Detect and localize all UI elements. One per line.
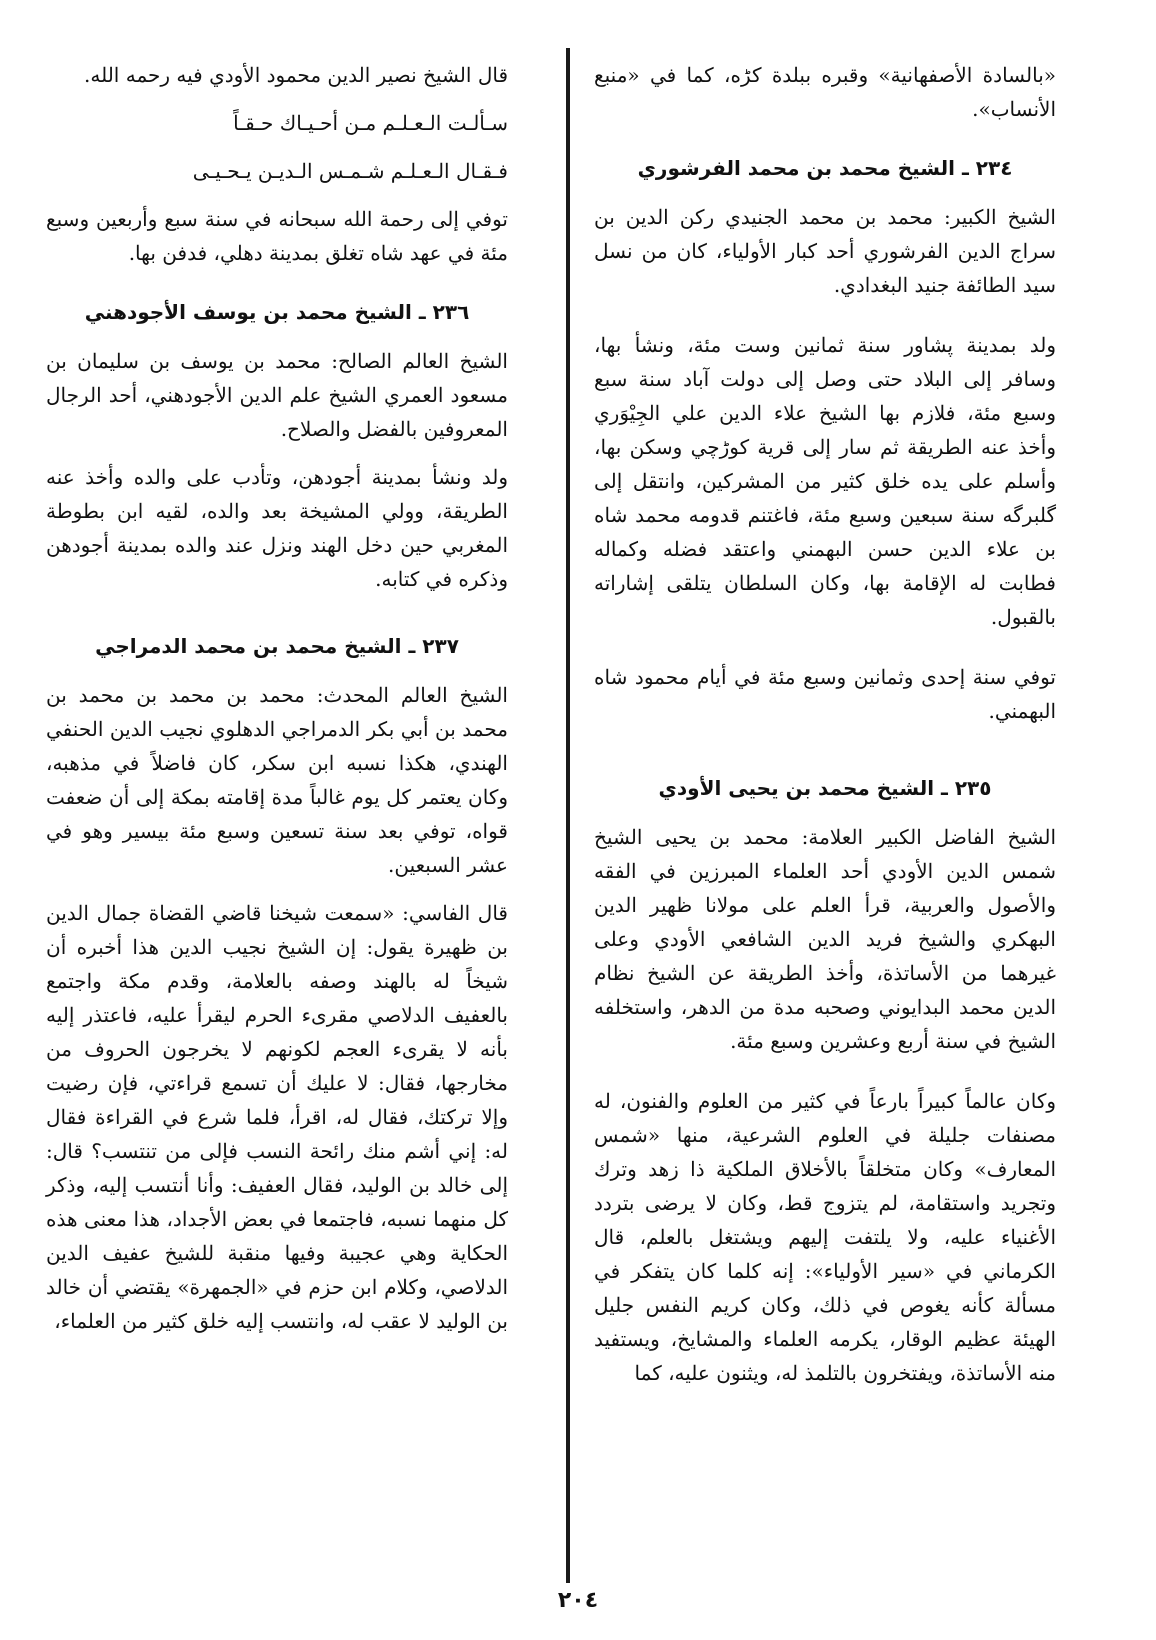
entry-235-paragraph-2: وكان عالماً كبيراً بارعاً في كثير من العلوم والفنون، له مصنفات جليلة في العلوم الشرعية، منها «شمس المعارف» وكان متخلقاً بالأخلاق الملكية ذا زهد وترك وتجريد واستقامة، لم يتزوج قط، وكان لا يرضى بتردد الأغنياء عليه، ولا يلتفت إليهم ويشتغل بالعلم، قال الكرماني في «سير الأولياء»: إنه كلما كان يتفكر في مسألة كأنه يغوص في ذلك، وكان كريم النفس جليل الهيئة عظيم الوقار، يكرمه العلماء والمشايخ، ويستفيد منه الأساتذة، ويفتخرون بالتلمذ له، ويثنون عليه، كما: [594, 1089, 1056, 1385]
poem-verse-1: سـألـت الـعـلـم مـن أحـيـاك حـقـاً: [233, 111, 508, 135]
page-number: ٢٠٤: [557, 1588, 599, 1613]
entry-236-paragraph-1: الشيخ العالم الصالح: محمد بن يوسف بن سليمان بن مسعود العمري الشيخ علم الدين الأجودهني، أحد الرجال المعروفين بالفضل والصلاح.: [46, 349, 508, 441]
poem-verse-2: فـقـال الـعـلـم شـمـس الـديـن يـحـيـى: [192, 159, 508, 183]
entry-235-paragraph-1: الشيخ الفاضل الكبير العلامة: محمد بن يحيى الشيخ شمس الدين الأودي أحد العلماء المبرزين في الفقه والأصول والعربية، قرأ العلم على مولانا ظهير الدين البهكري والشيخ فريد الدين الشافعي الأودي وعلى غيرهما من الأساتذة، وأخذ الطريقة عن الشيخ نظام الدين محمد البدايوني وصحبه مدة من الدهر، واستخلفه الشيخ في سنة أربع وعشرين وسبع مئة.: [594, 825, 1056, 1053]
left-column: [46, 58, 508, 1352]
entry-234-paragraph-2: ولد بمدينة پشاور سنة ثمانين وست مئة، ونشأ بها، وسافر إلى البلاد حتى وصل إلى دولت آباد سنة سبع وسبع مئة، فلازم بها الشيخ علاء الدين علي الجِيْوَري وأخذ عنه الطريقة ثم سار إلى قرية كوڑچي وسكن بها، وأسلم على يده خلق كثير من المشركين، وانتقل إلى گلبرگه سنة سبعين وسبع مئة، فاغتنم قدومه محمد شاه بن علاء الدين حسن البهمني واعتقد فضله وكماله فطابت له الإقامة بها، وكان السلطان يتلقى إشاراته بالقبول.: [594, 333, 1056, 629]
entry-234-paragraph-1: الشيخ الكبير: محمد بن محمد الجنيدي ركن الدين بن سراج الدين الفرشوري أحد كبار الأولياء، كان من نسل سيد الطائفة جنيد البغدادي.: [594, 205, 1056, 297]
right-column: [594, 58, 1056, 1404]
entry-235-heading: ٢٣٥ ـ الشيخ محمد بن يحيى الأودي: [658, 776, 992, 800]
entry-237-paragraph-1: الشيخ العالم المحدث: محمد بن محمد بن محمد بن محمد بن أبي بكر الدمراجي الدهلوي نجيب الدين الحنفي الهندي، هكذا نسبه ابن سكر، كان فاضلاً في مذهبه، وكان يعتمر كل يوم غالباً مدة إقامته بمكة إلى أن ضعفت قواه، توفي بعد سنة تسعين وسبع مئة بيسير وهو في عشر السبعين.: [46, 683, 508, 877]
entry-234-paragraph-3: توفي سنة إحدى وثمانين وسبع مئة في أيام محمود شاه البهمني.: [594, 665, 1056, 723]
entry-236-heading: ٢٣٦ ـ الشيخ محمد بن يوسف الأجودهني: [84, 300, 470, 324]
entry-237-heading: ٢٣٧ ـ الشيخ محمد بن محمد الدمراجي: [95, 634, 459, 658]
right-intro-paragraph: «بالسادة الأصفهانية» وقبره ببلدة كڑه، كما في «منبع الأنساب».: [594, 63, 1056, 121]
column-divider: [566, 48, 570, 1583]
left-intro-paragraph: قال الشيخ نصير الدين محمود الأودي فيه رحمه الله.: [84, 63, 508, 87]
death-note-paragraph: توفي إلى رحمة الله سبحانه في سنة سبع وأربعين وسبع مئة في عهد شاه تغلق بمدينة دهلي، فدفن بها.: [46, 207, 508, 265]
entry-237-paragraph-2: قال الفاسي: «سمعت شيخنا قاضي القضاة جمال الدين بن ظهيرة يقول: إن الشيخ نجيب الدين هذا أخبره أن شيخاً له بالهند وصفه بالعلامة، وقدم مكة واجتمع بالعفيف الدلاصي مقرىء الحرم ليقرأ عليه، فاعتذر إليه بأنه لا يقرىء العجم لكونهم لا يخرجون الحروف من مخارجها، فقال: لا عليك أن تسمع قراءتي، فإن رضيت وإلا تركتك، فقال له، اقرأ، فلما شرع في القراءة فقال له: إني أشم منك رائحة النسب فإلى من تنتسب؟ قال: إلى خالد بن الوليد، فقال العفيف: وأنا أنتسب إليه، وذكر كل منهما نسبه، فاجتمعا في بعض الأجداد، هذا معنى هذه الحكاية وهي عجيبة وفيها منقبة للشيخ عفيف الدين الدلاصي، وكلام ابن حزم في «الجمهرة» يقتضي أن خالد بن الوليد لا عقب له، وانتسب إليه خلق كثير من العلماء،: [46, 901, 508, 1333]
entry-236-paragraph-2: ولد ونشأ بمدينة أجودهن، وتأدب على والده وأخذ عنه الطريقة، وولي المشيخة بعد والده، لقيه ابن بطوطة المغربي حين دخل الهند ونزل عند والده بمدينة أجودهن وذكره في كتابه.: [46, 465, 508, 591]
entry-234-heading: ٢٣٤ ـ الشيخ محمد بن محمد الفرشوري: [637, 156, 1013, 180]
